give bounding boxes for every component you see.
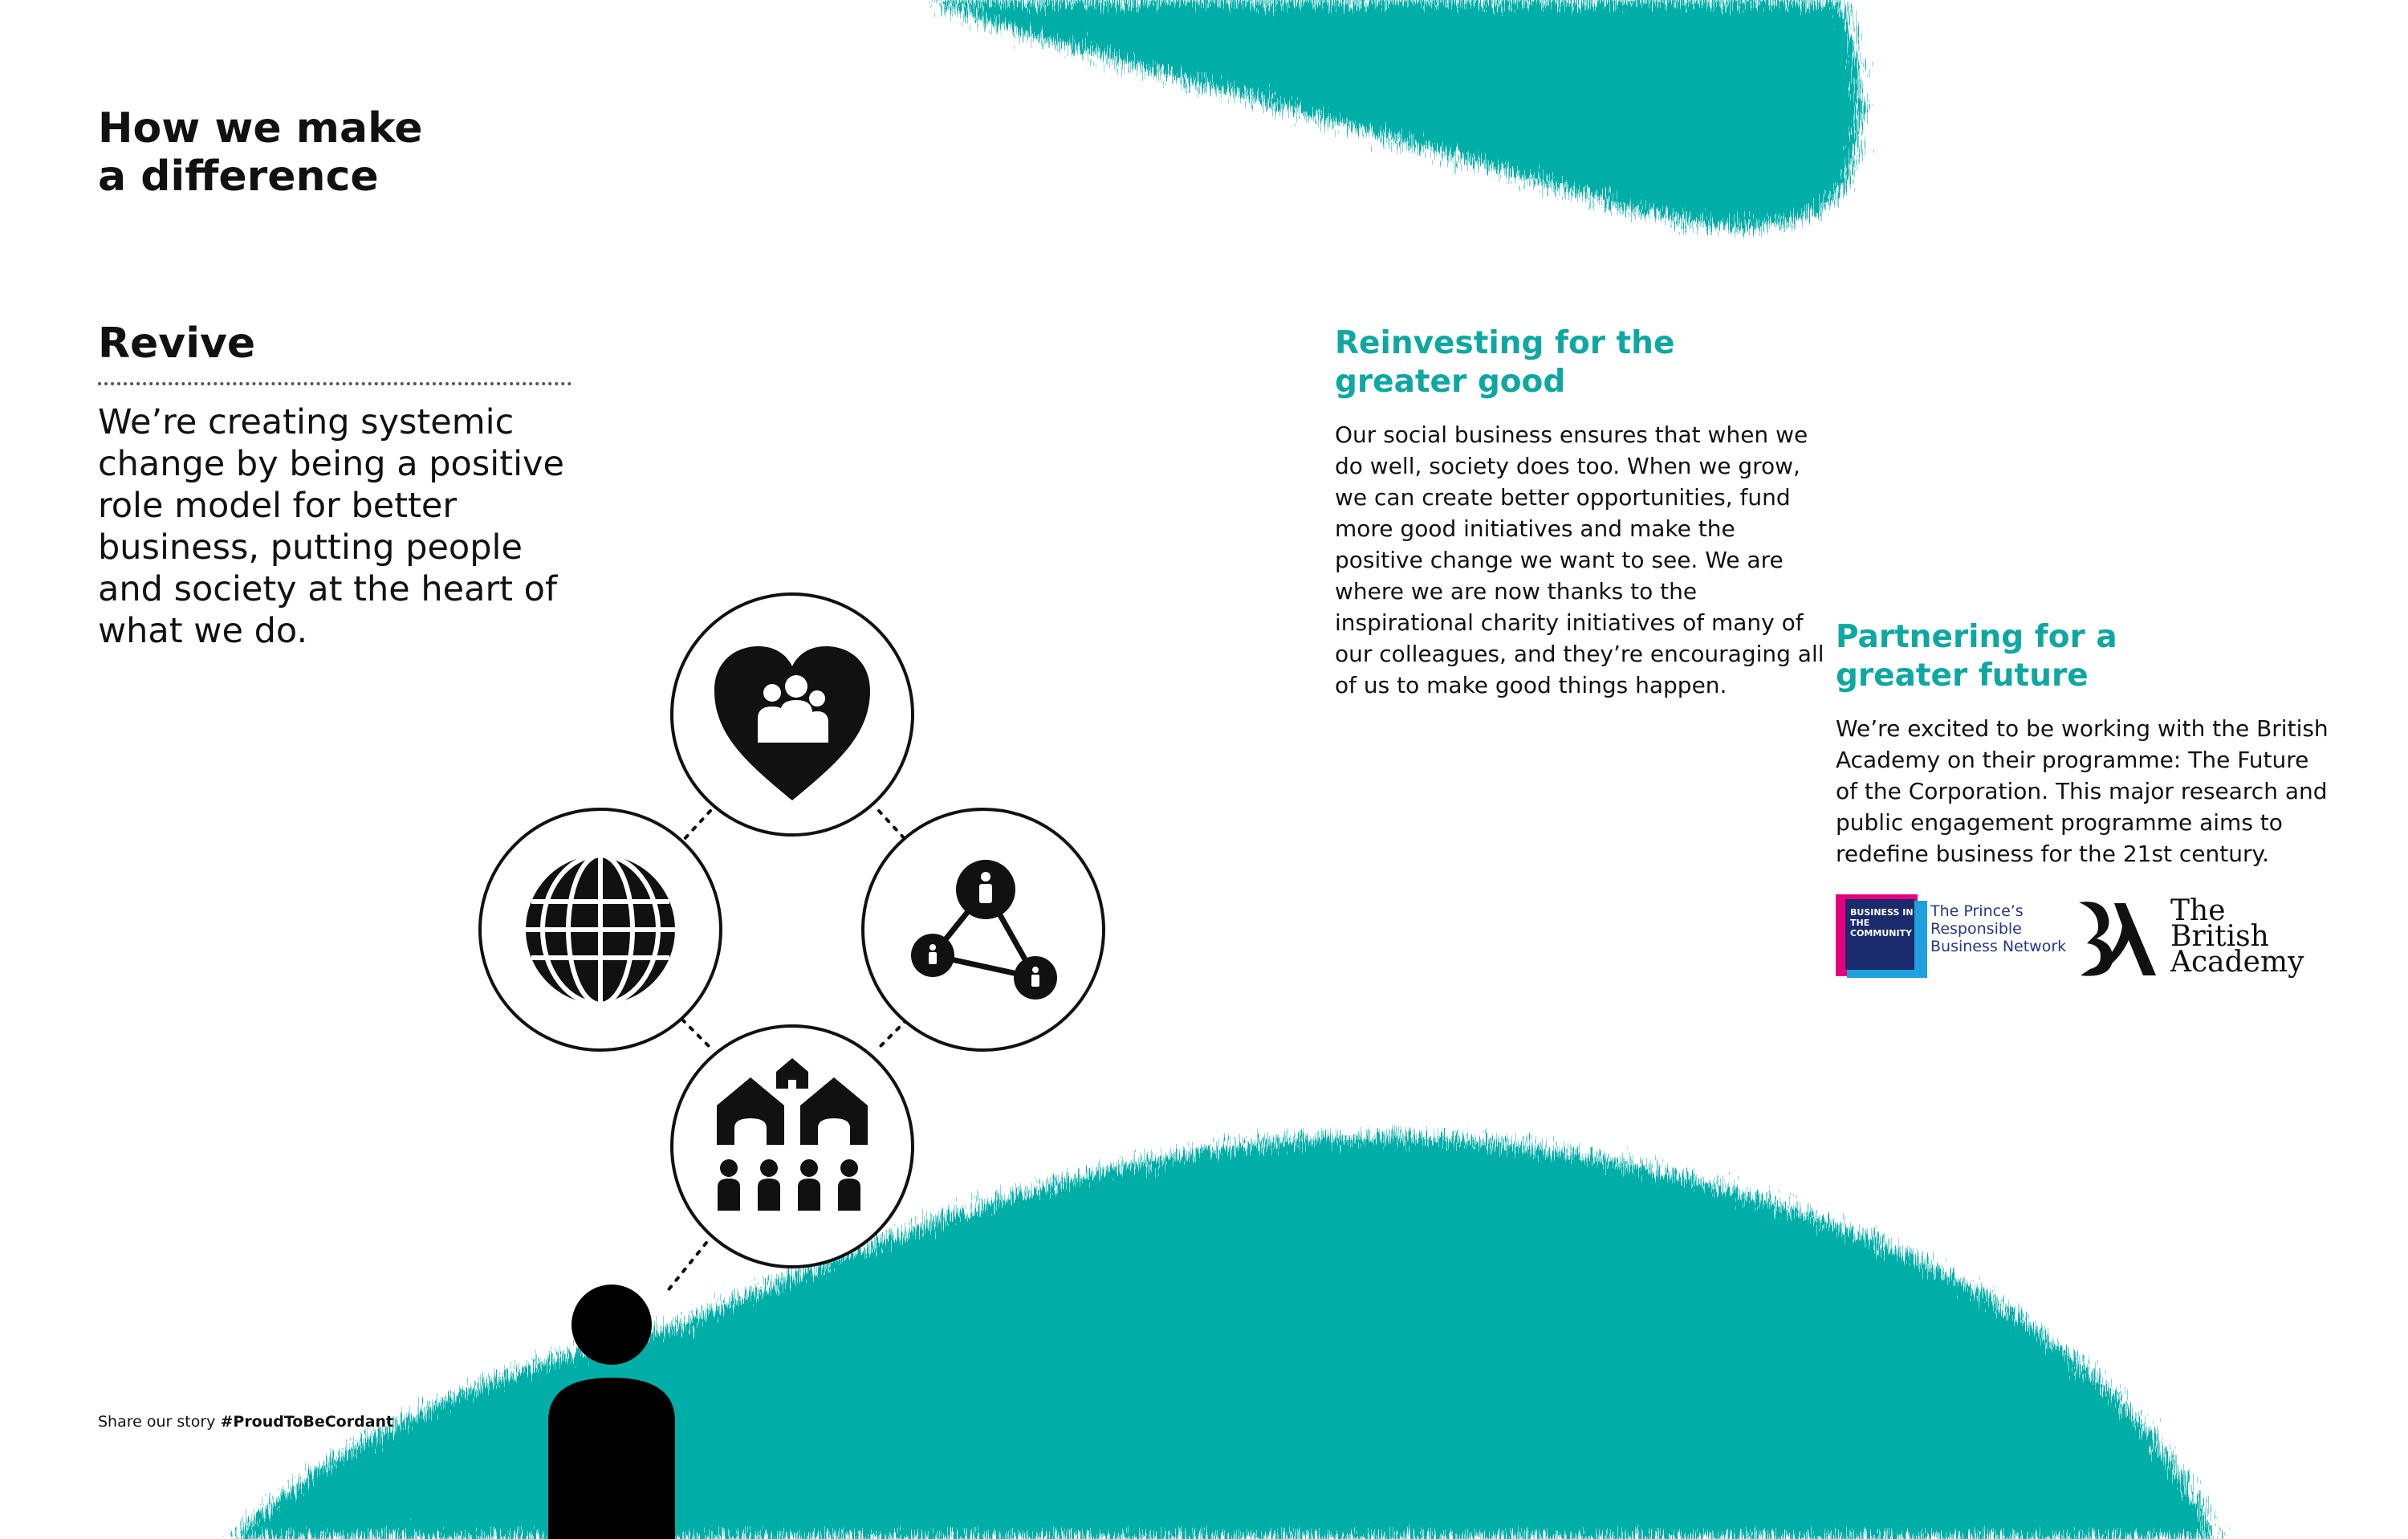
- person-figure-icon: [548, 1285, 675, 1539]
- reinvesting-body: Our social business ensures that when we do well, society does too. When we grow, we can create better opportunities, fund more good initiatives and make the positive change we want to see. We are where we are now thanks to the inspirational charity initiatives of many of our colleagues, and they’re encouraging all of us to make good things happen.: [1335, 421, 1824, 698]
- globe-icon: [526, 855, 675, 1004]
- british-academy-mark-icon: [2072, 898, 2161, 979]
- share-story-line: [98, 1413, 393, 1431]
- share-story-prefix: Share our story: [98, 1413, 221, 1431]
- page-title-line2: a difference: [98, 153, 379, 201]
- british-academy-logo: [2072, 894, 2304, 983]
- partnering-heading: Partnering for a greater future: [1836, 619, 2117, 694]
- dotted-divider: [98, 382, 571, 385]
- partnering-body: We’re excited to be working with the British Academy on their programme: The Future of the Corporation. This major research and public engagement programme aims to redefine business for the 21st century.: [1836, 715, 2329, 867]
- ba-line1: The: [2170, 894, 2226, 927]
- ba-line2: British: [2170, 920, 2269, 953]
- page-title: [98, 104, 499, 201]
- ba-line3: Academy: [2170, 946, 2304, 979]
- page-title-line1: How we make: [98, 104, 423, 153]
- bottom-brush-stroke: [233, 1138, 2215, 1539]
- british-academy-wordmark: [2170, 894, 2304, 979]
- revive-lead-text: We’re creating systemic change by being a positive role model for better business, putting people and society at the heart of what we do.: [98, 402, 564, 651]
- revive-heading: Revive: [98, 320, 256, 368]
- hashtag-link[interactable]: #ProudToBeCordant: [220, 1413, 394, 1431]
- bitc-logo-mark-text: BUSINESS IN THE COMMUNITY: [1850, 907, 1914, 938]
- bitc-logo-text: The Prince’s Responsible Business Network: [1930, 902, 2067, 955]
- reinvesting-heading: Reinvesting for the greater good: [1335, 325, 1675, 400]
- bitc-logo: [1836, 891, 2068, 979]
- top-brush-stroke: [931, 0, 1861, 226]
